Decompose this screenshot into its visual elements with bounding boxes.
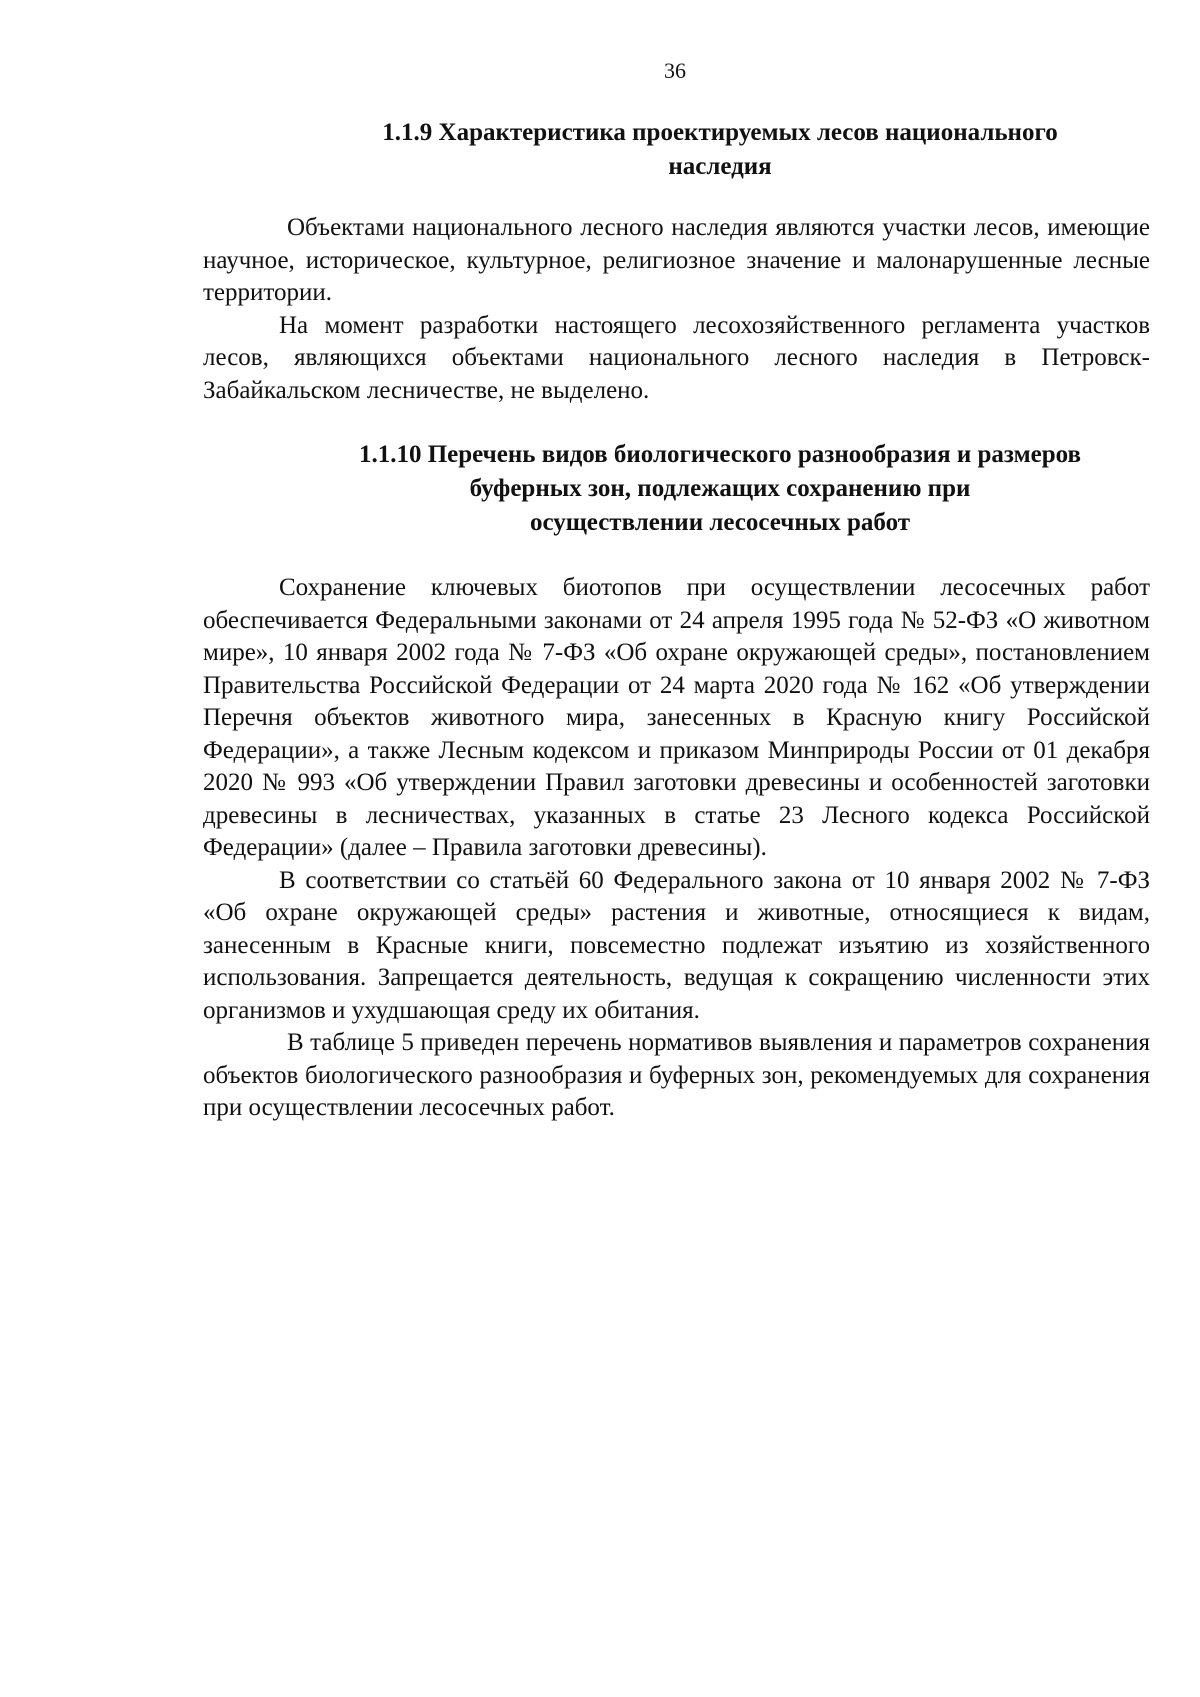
section-1-body	[203, 212, 1150, 407]
section-heading-1-1-10	[300, 438, 1140, 540]
section-heading-line: 1.1.10 Перечень видов биологического разнообразия и размеров	[358, 441, 1082, 468]
section-heading-line: осуществлении лесосечных работ	[529, 509, 911, 536]
paragraph: В таблице 5 приведен перечень нормативов выявления и параметров сохранения объектов биологического разнообразия и буферных зон, рекомендуемых для сохранения при осуществлении лесосечных работ.	[203, 1029, 1150, 1121]
section-heading-1-1-9	[320, 116, 1120, 184]
paragraph: Объектами национального лесного наследия являются участки лесов, имеющие научное, историческое, культурное, религиозное значение и малонарушенные лесные территории.	[203, 214, 1150, 306]
page-number: 36	[664, 58, 686, 83]
section-2-body	[203, 572, 1150, 1125]
paragraph: В соответствии со статьёй 60 Федерального закона от 10 января 2002 № 7-ФЗ «Об охране окружающей среды» растения и животные, относящиеся к видам, занесенным в Красные книги, повсеместно подлежат изъятию из хозяйственного использования. Запрещается деятельность, ведущая к сокращению численности этих организмов и ухудшающая среду их обитания.	[203, 866, 1150, 1024]
paragraph: Сохранение ключевых биотопов при осуществлении лесосечных работ обеспечивается Федеральными законами от 24 апреля 1995 года № 52-ФЗ «О животном мире», 10 января 2002 года № 7-ФЗ «Об охране окружающей среды», постановлением Правительства Российской Федерации от 24 марта 2020 года № 162 «Об утверждении Перечня объектов животного мира, занесенных в Красную книгу Российской Федерации», а также Лесным кодексом и приказом Минприроды России от 01 декабря 2020 № 993 «Об утверждении Правил заготовки древесины и особенностей заготовки древесины в лесничествах, указанных в статье 23 Лесного кодекса Российской Федерации» (далее – Правила заготовки древесины).	[203, 574, 1150, 861]
paragraph: На момент разработки настоящего лесохозяйственного регламента участков лесов, являющихся объектами национального лесного наследия в Петровск-Забайкальском лесничестве, не выделено.	[203, 311, 1150, 404]
section-heading-line: буферных зон, подлежащих сохранению при	[469, 475, 971, 502]
section-heading-line: наследия	[668, 153, 772, 180]
section-heading-line: 1.1.9 Характеристика проектируемых лесов национального	[382, 119, 1058, 146]
